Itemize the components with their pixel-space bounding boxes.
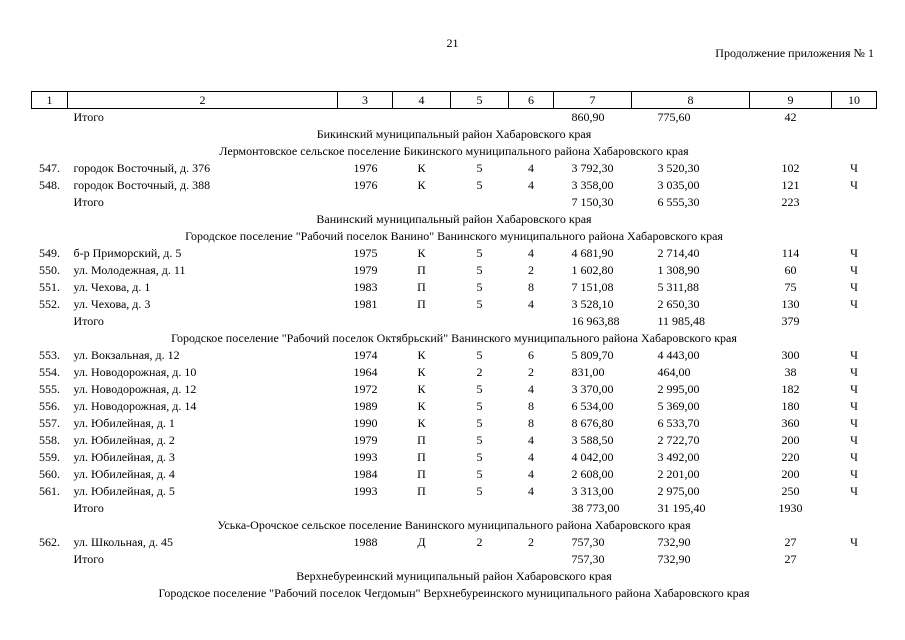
residents-cell: 223 bbox=[781, 195, 800, 209]
build-year-cell: 1993 bbox=[353, 484, 378, 498]
floors-cell: 5 bbox=[476, 263, 483, 277]
entrances-cell: 6 bbox=[528, 348, 534, 362]
entrances-cell: 8 bbox=[528, 280, 534, 294]
build-year-cell: 1964 bbox=[353, 365, 378, 379]
address-cell: ул. Школьная, д. 45 bbox=[73, 535, 173, 549]
build-year-cell bbox=[338, 109, 393, 127]
build-year-cell: 1989 bbox=[353, 399, 378, 413]
column-number-cell: 10 bbox=[832, 92, 877, 109]
ownership-cell: Ч bbox=[850, 297, 858, 311]
total-row bbox=[32, 194, 877, 211]
section-heading: Верхнебуреинский муниципальный район Хабаровского края bbox=[296, 569, 612, 583]
total-row bbox=[32, 500, 877, 517]
living-area-cell: 3 520,30 bbox=[657, 161, 700, 175]
table-row bbox=[32, 466, 877, 483]
floors-cell: 5 bbox=[476, 348, 483, 362]
wall-material-cell: К bbox=[417, 399, 426, 413]
wall-material-cell bbox=[393, 109, 451, 127]
column-number-cell: 5 bbox=[451, 92, 509, 109]
total-area-cell: 6 534,00 bbox=[571, 399, 614, 413]
section-heading: Бикинский муниципальный район Хабаровского края bbox=[316, 127, 592, 141]
ownership-cell: Ч bbox=[850, 433, 858, 447]
wall-material-cell bbox=[393, 194, 451, 211]
row-number-cell: 550. bbox=[39, 263, 60, 277]
table-body bbox=[32, 92, 877, 603]
living-area-cell: 732,90 bbox=[657, 535, 691, 549]
wall-material-cell: Д bbox=[417, 535, 426, 549]
wall-material-cell: П bbox=[417, 297, 426, 311]
section-heading-row bbox=[32, 228, 877, 245]
column-number-cell: 7 bbox=[554, 92, 632, 109]
table-row bbox=[32, 364, 877, 381]
entrances-cell bbox=[509, 500, 554, 517]
row-number-cell bbox=[32, 313, 68, 330]
living-area-cell: 6 555,30 bbox=[657, 195, 700, 209]
ownership-cell bbox=[832, 109, 877, 127]
total-area-cell: 4 042,00 bbox=[571, 450, 614, 464]
section-heading-row bbox=[32, 143, 877, 160]
residents-cell: 42 bbox=[784, 110, 797, 124]
entrances-cell: 4 bbox=[528, 382, 534, 396]
entrances-cell: 4 bbox=[528, 297, 534, 311]
living-area-cell: 2 975,00 bbox=[657, 484, 700, 498]
floors-cell: 5 bbox=[476, 178, 483, 192]
wall-material-cell: К bbox=[417, 365, 426, 379]
ownership-cell bbox=[832, 551, 877, 568]
living-area-cell: 2 650,30 bbox=[657, 297, 700, 311]
wall-material-cell: К bbox=[417, 416, 426, 430]
entrances-cell: 2 bbox=[528, 365, 534, 379]
entrances-cell: 8 bbox=[528, 399, 534, 413]
total-area-cell: 7 150,30 bbox=[571, 195, 614, 209]
floors-cell bbox=[451, 500, 509, 517]
ownership-cell: Ч bbox=[850, 484, 858, 498]
row-number-cell: 547. bbox=[39, 161, 60, 175]
ownership-cell bbox=[832, 313, 877, 330]
total-row bbox=[32, 551, 877, 568]
row-number-cell bbox=[32, 551, 68, 568]
residents-cell: 130 bbox=[781, 297, 800, 311]
residents-cell: 38 bbox=[784, 365, 797, 379]
build-year-cell: 1990 bbox=[353, 416, 378, 430]
residents-cell: 102 bbox=[781, 161, 800, 175]
entrances-cell: 2 bbox=[528, 263, 534, 277]
residents-cell: 360 bbox=[781, 416, 800, 430]
wall-material-cell: П bbox=[417, 484, 426, 498]
section-heading-row bbox=[32, 126, 877, 143]
wall-material-cell: П bbox=[417, 263, 426, 277]
address-cell: ул. Новодорожная, д. 14 bbox=[73, 399, 197, 413]
wall-material-cell bbox=[393, 500, 451, 517]
ownership-cell: Ч bbox=[850, 399, 858, 413]
column-number-cell: 8 bbox=[632, 92, 750, 109]
living-area-cell: 5 369,00 bbox=[657, 399, 700, 413]
wall-material-cell: К bbox=[417, 382, 426, 396]
floors-cell: 5 bbox=[476, 280, 483, 294]
row-number-cell: 558. bbox=[39, 433, 60, 447]
living-area-cell: 3 492,00 bbox=[657, 450, 700, 464]
address-cell: б-р Приморский, д. 5 bbox=[73, 246, 182, 260]
ownership-cell: Ч bbox=[850, 348, 858, 362]
build-year-cell: 1976 bbox=[353, 161, 378, 175]
floors-cell: 2 bbox=[476, 365, 483, 379]
build-year-cell bbox=[338, 500, 393, 517]
address-cell: городок Восточный, д. 376 bbox=[73, 161, 211, 175]
total-area-cell: 8 676,80 bbox=[571, 416, 614, 430]
entrances-cell bbox=[509, 194, 554, 211]
entrances-cell: 4 bbox=[528, 484, 534, 498]
ownership-cell: Ч bbox=[850, 178, 858, 192]
table-row bbox=[32, 160, 877, 177]
total-area-cell: 2 608,00 bbox=[571, 467, 614, 481]
address-cell: ул. Юбилейная, д. 5 bbox=[73, 484, 175, 498]
entrances-cell: 4 bbox=[528, 433, 534, 447]
residents-cell: 300 bbox=[781, 348, 800, 362]
floors-cell bbox=[451, 551, 509, 568]
total-area-cell: 5 809,70 bbox=[571, 348, 614, 362]
build-year-cell bbox=[338, 313, 393, 330]
row-number-cell: 562. bbox=[39, 535, 60, 549]
ownership-cell: Ч bbox=[850, 382, 858, 396]
section-heading: Городское поселение "Рабочий поселок Чегдомын" Верхнебуреинского муниципального района Хабаровского края bbox=[158, 586, 750, 600]
section-heading: Городское поселение "Рабочий поселок Октябрьский" Ванинского муниципального района Хабаровского края bbox=[171, 331, 737, 345]
total-area-cell: 3 313,00 bbox=[571, 484, 614, 498]
section-heading-row bbox=[32, 330, 877, 347]
floors-cell: 5 bbox=[476, 450, 483, 464]
row-number-cell: 551. bbox=[39, 280, 60, 294]
section-heading: Ванинский муниципальный район Хабаровского края bbox=[316, 212, 592, 226]
ownership-cell: Ч bbox=[850, 535, 858, 549]
ownership-cell: Ч bbox=[850, 280, 858, 294]
column-number-cell: 4 bbox=[393, 92, 451, 109]
address-cell: ул. Новодорожная, д. 12 bbox=[73, 382, 197, 396]
residents-cell: 27 bbox=[784, 535, 797, 549]
row-number-cell: 559. bbox=[39, 450, 60, 464]
column-number-cell: 9 bbox=[750, 92, 832, 109]
floors-cell: 5 bbox=[476, 297, 483, 311]
total-area-cell: 38 773,00 bbox=[571, 501, 620, 515]
floors-cell: 5 bbox=[476, 416, 483, 430]
column-number-cell: 3 bbox=[338, 92, 393, 109]
living-area-cell: 775,60 bbox=[657, 110, 691, 124]
living-area-cell: 2 201,00 bbox=[657, 467, 700, 481]
total-area-cell: 757,30 bbox=[571, 552, 605, 566]
address-cell: ул. Чехова, д. 3 bbox=[73, 297, 151, 311]
build-year-cell bbox=[338, 194, 393, 211]
total-area-cell: 3 370,00 bbox=[571, 382, 614, 396]
ownership-cell: Ч bbox=[850, 365, 858, 379]
table-row bbox=[32, 398, 877, 415]
section-heading-row bbox=[32, 568, 877, 585]
row-number-cell bbox=[32, 194, 68, 211]
total-area-cell: 831,00 bbox=[571, 365, 605, 379]
build-year-cell: 1979 bbox=[353, 433, 378, 447]
residents-cell: 182 bbox=[781, 382, 800, 396]
housing-table-container bbox=[31, 91, 876, 602]
row-number-cell: 561. bbox=[39, 484, 60, 498]
residents-cell: 250 bbox=[781, 484, 800, 498]
continuation-note: Продолжение приложения № 1 bbox=[715, 46, 874, 60]
residents-cell: 1930 bbox=[778, 501, 803, 515]
table-row bbox=[32, 534, 877, 551]
living-area-cell: 2 714,40 bbox=[657, 246, 700, 260]
floors-cell: 5 bbox=[476, 433, 483, 447]
residents-cell: 114 bbox=[781, 246, 800, 260]
total-area-cell: 4 681,90 bbox=[571, 246, 614, 260]
ownership-cell: Ч bbox=[850, 246, 858, 260]
ownership-cell bbox=[832, 194, 877, 211]
residents-cell: 200 bbox=[781, 433, 800, 447]
wall-material-cell: К bbox=[417, 348, 426, 362]
living-area-cell: 2 995,00 bbox=[657, 382, 700, 396]
total-area-cell: 3 792,30 bbox=[571, 161, 614, 175]
entrances-cell bbox=[509, 551, 554, 568]
address-cell: городок Восточный, д. 388 bbox=[73, 178, 211, 192]
total-area-cell: 7 151,08 bbox=[571, 280, 614, 294]
residents-cell: 75 bbox=[784, 280, 797, 294]
total-label: Итого bbox=[73, 110, 104, 124]
residents-cell: 27 bbox=[784, 552, 797, 566]
row-number-cell: 548. bbox=[39, 178, 60, 192]
wall-material-cell: П bbox=[417, 450, 426, 464]
floors-cell: 5 bbox=[476, 246, 483, 260]
housing-table bbox=[31, 91, 877, 602]
floors-cell: 5 bbox=[476, 467, 483, 481]
build-year-cell: 1972 bbox=[353, 382, 378, 396]
living-area-cell: 1 308,90 bbox=[657, 263, 700, 277]
wall-material-cell: К bbox=[417, 178, 426, 192]
total-label: Итого bbox=[73, 195, 104, 209]
build-year-cell: 1993 bbox=[353, 450, 378, 464]
address-cell: ул. Юбилейная, д. 2 bbox=[73, 433, 175, 447]
build-year-cell: 1974 bbox=[353, 348, 378, 362]
section-heading: Уська-Орочское сельское поселение Ванинского муниципального района Хабаровского края bbox=[217, 518, 691, 532]
living-area-cell: 4 443,00 bbox=[657, 348, 700, 362]
table-row bbox=[32, 177, 877, 194]
row-number-cell: 557. bbox=[39, 416, 60, 430]
address-cell: ул. Юбилейная, д. 1 bbox=[73, 416, 175, 430]
total-area-cell: 1 602,80 bbox=[571, 263, 614, 277]
build-year-cell: 1981 bbox=[353, 297, 378, 311]
row-number-cell: 554. bbox=[39, 365, 60, 379]
total-row bbox=[32, 313, 877, 330]
floors-cell bbox=[451, 313, 509, 330]
section-heading-row bbox=[32, 517, 877, 534]
table-row bbox=[32, 347, 877, 364]
floors-cell: 5 bbox=[476, 161, 483, 175]
residents-cell: 220 bbox=[781, 450, 800, 464]
living-area-cell: 464,00 bbox=[657, 365, 691, 379]
wall-material-cell bbox=[393, 551, 451, 568]
section-heading: Лермонтовское сельское поселение Бикинского муниципального района Хабаровского края bbox=[219, 144, 689, 158]
table-row bbox=[32, 296, 877, 313]
entrances-cell: 2 bbox=[528, 535, 534, 549]
total-label: Итого bbox=[73, 501, 104, 515]
build-year-cell: 1983 bbox=[353, 280, 378, 294]
entrances-cell: 4 bbox=[528, 467, 534, 481]
column-number-cell: 2 bbox=[68, 92, 338, 109]
wall-material-cell: П bbox=[417, 433, 426, 447]
table-row bbox=[32, 415, 877, 432]
row-number-cell: 560. bbox=[39, 467, 60, 481]
floors-cell: 5 bbox=[476, 399, 483, 413]
build-year-cell: 1976 bbox=[353, 178, 378, 192]
row-number-cell: 555. bbox=[39, 382, 60, 396]
row-number-cell: 553. bbox=[39, 348, 60, 362]
table-row bbox=[32, 449, 877, 466]
build-year-cell: 1984 bbox=[353, 467, 378, 481]
entrances-cell: 4 bbox=[528, 178, 534, 192]
wall-material-cell: К bbox=[417, 246, 426, 260]
living-area-cell: 732,90 bbox=[657, 552, 691, 566]
table-row bbox=[32, 432, 877, 449]
address-cell: ул. Вокзальная, д. 12 bbox=[73, 348, 180, 362]
total-label: Итого bbox=[73, 552, 104, 566]
build-year-cell: 1988 bbox=[353, 535, 378, 549]
living-area-cell: 3 035,00 bbox=[657, 178, 700, 192]
living-area-cell: 6 533,70 bbox=[657, 416, 700, 430]
total-area-cell: 757,30 bbox=[571, 535, 605, 549]
address-cell: ул. Юбилейная, д. 3 bbox=[73, 450, 175, 464]
floors-cell: 2 bbox=[476, 535, 483, 549]
residents-cell: 180 bbox=[781, 399, 800, 413]
build-year-cell: 1975 bbox=[353, 246, 378, 260]
row-number-cell bbox=[32, 109, 68, 127]
build-year-cell: 1979 bbox=[353, 263, 378, 277]
total-area-cell: 16 963,88 bbox=[571, 314, 620, 328]
entrances-cell: 4 bbox=[528, 246, 534, 260]
floors-cell bbox=[451, 194, 509, 211]
column-number-row bbox=[32, 92, 877, 109]
address-cell: ул. Молодежная, д. 11 bbox=[73, 263, 186, 277]
residents-cell: 200 bbox=[781, 467, 800, 481]
table-row bbox=[32, 483, 877, 500]
section-heading-row bbox=[32, 211, 877, 228]
wall-material-cell bbox=[393, 313, 451, 330]
floors-cell: 5 bbox=[476, 484, 483, 498]
table-row bbox=[32, 381, 877, 398]
total-area-cell: 860,90 bbox=[571, 110, 605, 124]
residents-cell: 121 bbox=[781, 178, 800, 192]
address-cell: ул. Чехова, д. 1 bbox=[73, 280, 151, 294]
table-row bbox=[32, 262, 877, 279]
entrances-cell: 8 bbox=[528, 416, 534, 430]
living-area-cell: 31 195,40 bbox=[657, 501, 706, 515]
residents-cell: 379 bbox=[781, 314, 800, 328]
page-number: 21 bbox=[446, 36, 459, 50]
row-number-cell: 549. bbox=[39, 246, 60, 260]
entrances-cell: 4 bbox=[528, 161, 534, 175]
row-number-cell: 556. bbox=[39, 399, 60, 413]
ownership-cell: Ч bbox=[850, 416, 858, 430]
column-number-cell: 1 bbox=[32, 92, 68, 109]
living-area-cell: 2 722,70 bbox=[657, 433, 700, 447]
wall-material-cell: П bbox=[417, 280, 426, 294]
living-area-cell: 11 985,48 bbox=[657, 314, 706, 328]
living-area-cell: 5 311,88 bbox=[657, 280, 700, 294]
total-area-cell: 3 588,50 bbox=[571, 433, 614, 447]
entrances-cell: 4 bbox=[528, 450, 534, 464]
wall-material-cell: П bbox=[417, 467, 426, 481]
build-year-cell bbox=[338, 551, 393, 568]
row-number-cell bbox=[32, 500, 68, 517]
row-number-cell: 552. bbox=[39, 297, 60, 311]
total-area-cell: 3 358,00 bbox=[571, 178, 614, 192]
address-cell: ул. Новодорожная, д. 10 bbox=[73, 365, 197, 379]
column-number-cell: 6 bbox=[509, 92, 554, 109]
ownership-cell: Ч bbox=[850, 467, 858, 481]
table-row bbox=[32, 245, 877, 262]
total-area-cell: 3 528,10 bbox=[571, 297, 614, 311]
wall-material-cell: К bbox=[417, 161, 426, 175]
ownership-cell: Ч bbox=[850, 161, 858, 175]
floors-cell bbox=[451, 109, 509, 127]
floors-cell: 5 bbox=[476, 382, 483, 396]
ownership-cell bbox=[832, 500, 877, 517]
section-heading: Городское поселение "Рабочий поселок Ванино" Ванинского муниципального района Хабаровского края bbox=[185, 229, 723, 243]
total-label: Итого bbox=[73, 314, 104, 328]
entrances-cell bbox=[509, 109, 554, 127]
address-cell: ул. Юбилейная, д. 4 bbox=[73, 467, 175, 481]
table-row bbox=[32, 279, 877, 296]
total-row bbox=[32, 109, 877, 127]
ownership-cell: Ч bbox=[850, 263, 858, 277]
ownership-cell: Ч bbox=[850, 450, 858, 464]
entrances-cell bbox=[509, 313, 554, 330]
residents-cell: 60 bbox=[784, 263, 797, 277]
section-heading-row bbox=[32, 585, 877, 602]
